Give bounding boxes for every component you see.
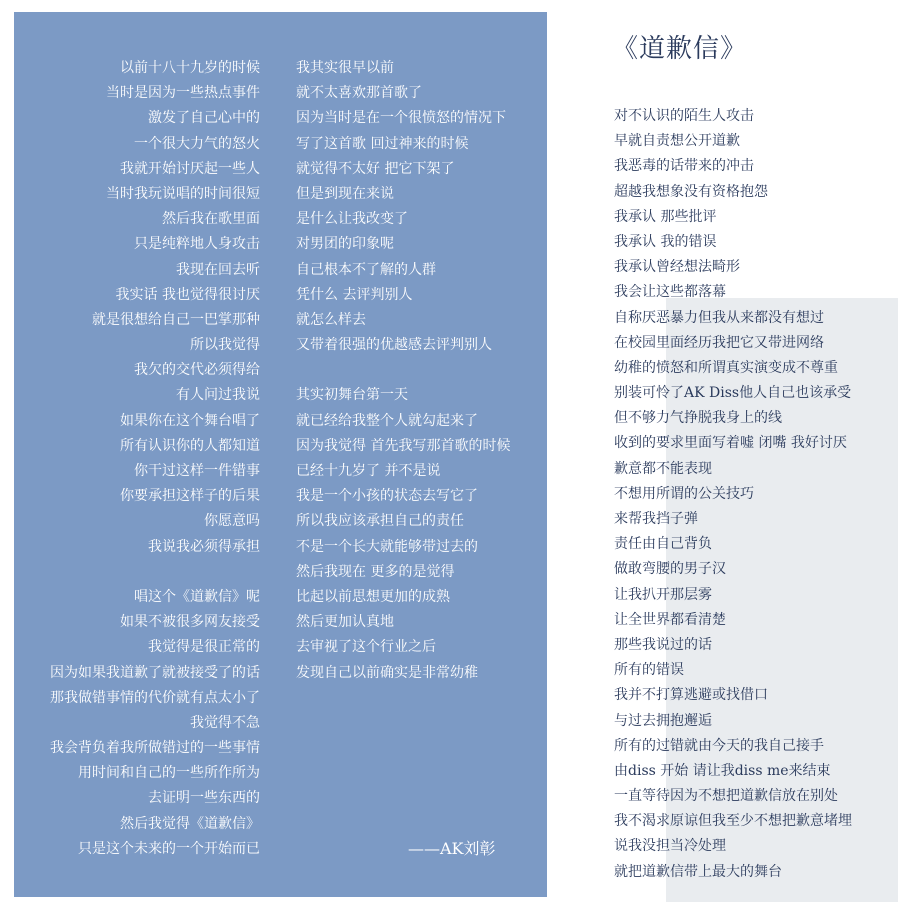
lyric-line: 来帮我挡子弹 — [614, 511, 698, 527]
lyric-line: 超越我想象没有资格抱怨 — [614, 183, 768, 200]
lyric-line: 那些我说过的话 — [614, 636, 712, 653]
text-line: 以前十八十九岁的时候 — [120, 60, 260, 76]
lyric-line: 与过去拥抱邂逅 — [614, 712, 712, 729]
text-line: 当时是因为一些热点事件 — [106, 85, 260, 102]
text-line: 但是到现在来说 — [296, 185, 394, 202]
lyric-line: 但不够力气挣脱我身上的线 — [614, 410, 782, 427]
text-line: 如果不被很多网友接受 — [120, 614, 260, 631]
text-line: 你愿意吗 — [204, 513, 260, 530]
text-line: 你干过这样一件错事 — [134, 463, 260, 479]
lyrics-column-right — [614, 104, 904, 885]
lyric-line: 对不认识的陌生人攻击 — [614, 108, 754, 124]
text-line: 是什么让我改变了 — [296, 211, 408, 228]
text-line: 用时间和自己的一些所作所为 — [78, 765, 260, 782]
text-line: 我就开始讨厌起一些人 — [120, 160, 260, 177]
text-line: 对男团的印象呢 — [296, 236, 394, 253]
lyric-line: 所有的过错就由今天的我自己接手 — [614, 737, 824, 754]
text-line: 因为当时是在一个很愤怒的情况下 — [296, 110, 506, 127]
text-line: 然后我觉得《道歉信》 — [120, 815, 260, 832]
lyric-line: 我承认 我的错误 — [614, 233, 717, 250]
text-line: 激发了自己心中的 — [148, 110, 260, 127]
text-line: 所以我觉得 — [190, 337, 260, 354]
text-line: 去证明一些东西的 — [148, 790, 260, 807]
page-title: 《道歉信》 — [612, 34, 748, 64]
lyric-line: 所有的错误 — [614, 662, 684, 679]
text-line: 我实话 我也觉得很讨厌 — [115, 286, 260, 303]
text-line: 我觉得不急 — [190, 714, 260, 731]
lyric-line: 由diss 开始 请让我diss me来结束 — [614, 762, 831, 779]
text-line: 然后我在歌里面 — [162, 211, 260, 228]
text-line — [296, 358, 536, 383]
lyric-line: 说我没担当冷处理 — [614, 838, 726, 855]
text-line: 我是一个小孩的状态去写它了 — [296, 488, 478, 505]
text-line: 就是很想给自己一巴掌那种 — [92, 311, 260, 328]
lyric-line: 我承认曾经想法畸形 — [614, 259, 740, 276]
signature: ——AK刘彰 — [408, 839, 496, 858]
lyric-line: 在校园里面经历我把它又带进网络 — [614, 334, 824, 351]
lyric-line: 早就自责想公开道歉 — [614, 133, 740, 150]
text-line: 凭什么 去评判别人 — [296, 286, 413, 303]
text-line: 我现在回去听 — [176, 261, 260, 278]
interview-text-column-left — [14, 56, 260, 862]
lyric-line: 做敢弯腰的男子汉 — [614, 561, 726, 578]
text-line: 其实初舞台第一天 — [296, 387, 408, 404]
text-line: 如果你在这个舞台唱了 — [120, 412, 260, 429]
lyric-line: 自称厌恶暴力但我从来都没有想过 — [614, 309, 824, 326]
lyric-line: 一直等待因为不想把道歉信放在别处 — [614, 788, 838, 805]
text-line: 所有认识你的人都知道 — [120, 437, 260, 454]
lyric-line: 我承认 那些批评 — [614, 208, 717, 225]
text-line: 不是一个长大就能够带过去的 — [296, 538, 478, 555]
interview-text-column-middle — [296, 56, 536, 686]
lyric-line: 收到的要求里面写着嘘 闭嘴 我好讨厌 — [614, 435, 847, 452]
text-line: 我觉得是很正常的 — [148, 639, 260, 656]
text-line: 发现自己以前确实是非常幼稚 — [296, 664, 478, 681]
text-line: 就已经给我整个人就勾起来了 — [296, 412, 478, 429]
text-line: 我会背负着我所做错过的一些事情 — [50, 740, 260, 757]
lyric-line: 责任由自己背负 — [614, 536, 712, 553]
lyric-line: 让我扒开那层雾 — [614, 586, 712, 603]
text-line: 有人问过我说 — [176, 387, 260, 404]
text-line: 自己根本不了解的人群 — [296, 261, 436, 278]
text-line: 我其实很早以前 — [296, 60, 394, 76]
text-line: 唱这个《道歉信》呢 — [134, 588, 260, 605]
text-line: 就怎么样去 — [296, 311, 366, 328]
lyric-line: 让全世界都看清楚 — [614, 611, 726, 628]
text-line: 只是纯粹地人身攻击 — [134, 236, 260, 253]
text-line: 又带着很强的优越感去评判别人 — [296, 337, 492, 354]
lyric-line: 我恶毒的话带来的冲击 — [614, 158, 754, 175]
text-line: 我欠的交代必须得给 — [134, 362, 260, 379]
lyric-line: 就把道歉信带上最大的舞台 — [614, 863, 782, 880]
text-line: 然后更加认真地 — [296, 614, 394, 631]
lyric-line: 不想用所谓的公关技巧 — [614, 485, 754, 502]
lyric-line: 歉意都不能表现 — [614, 460, 712, 477]
lyric-line: 我并不打算逃避或找借口 — [614, 687, 768, 704]
text-line: 比起以前思想更加的成熟 — [296, 588, 450, 605]
text-line: 当时我玩说唱的时间很短 — [106, 185, 260, 202]
text-line: 一个很大力气的怒火 — [134, 135, 260, 152]
text-line: 只是这个未来的一个开始而已 — [78, 840, 260, 857]
text-line: 然后我现在 更多的是觉得 — [296, 563, 455, 580]
lyric-line: 幼稚的愤怒和所谓真实演变成不尊重 — [614, 359, 838, 376]
text-line: 那我做错事情的代价就有点太小了 — [50, 689, 260, 706]
text-line: 写了这首歌 回过神来的时候 — [296, 135, 469, 152]
text-line — [14, 560, 260, 585]
text-line: 你要承担这样子的后果 — [120, 488, 260, 505]
lyric-line: 我会让这些都落幕 — [614, 284, 726, 301]
lyric-line: 别装可怜了AK Diss他人自己也该承受 — [614, 385, 852, 402]
text-line: 去审视了这个行业之后 — [296, 639, 436, 656]
text-line: 已经十九岁了 并不是说 — [296, 463, 441, 479]
text-line: 就不太喜欢那首歌了 — [296, 85, 422, 102]
text-line: 因为如果我道歉了就被接受了的话 — [50, 664, 260, 681]
text-line: 因为我觉得 首先我写那首歌的时候 — [296, 437, 511, 454]
text-line: 我说我必须得承担 — [148, 538, 260, 555]
text-line: 就觉得不太好 把它下架了 — [296, 160, 455, 177]
lyric-line: 我不渴求原谅但我至少不想把歉意堵埋 — [614, 813, 852, 830]
text-line: 所以我应该承担自己的责任 — [296, 513, 464, 530]
